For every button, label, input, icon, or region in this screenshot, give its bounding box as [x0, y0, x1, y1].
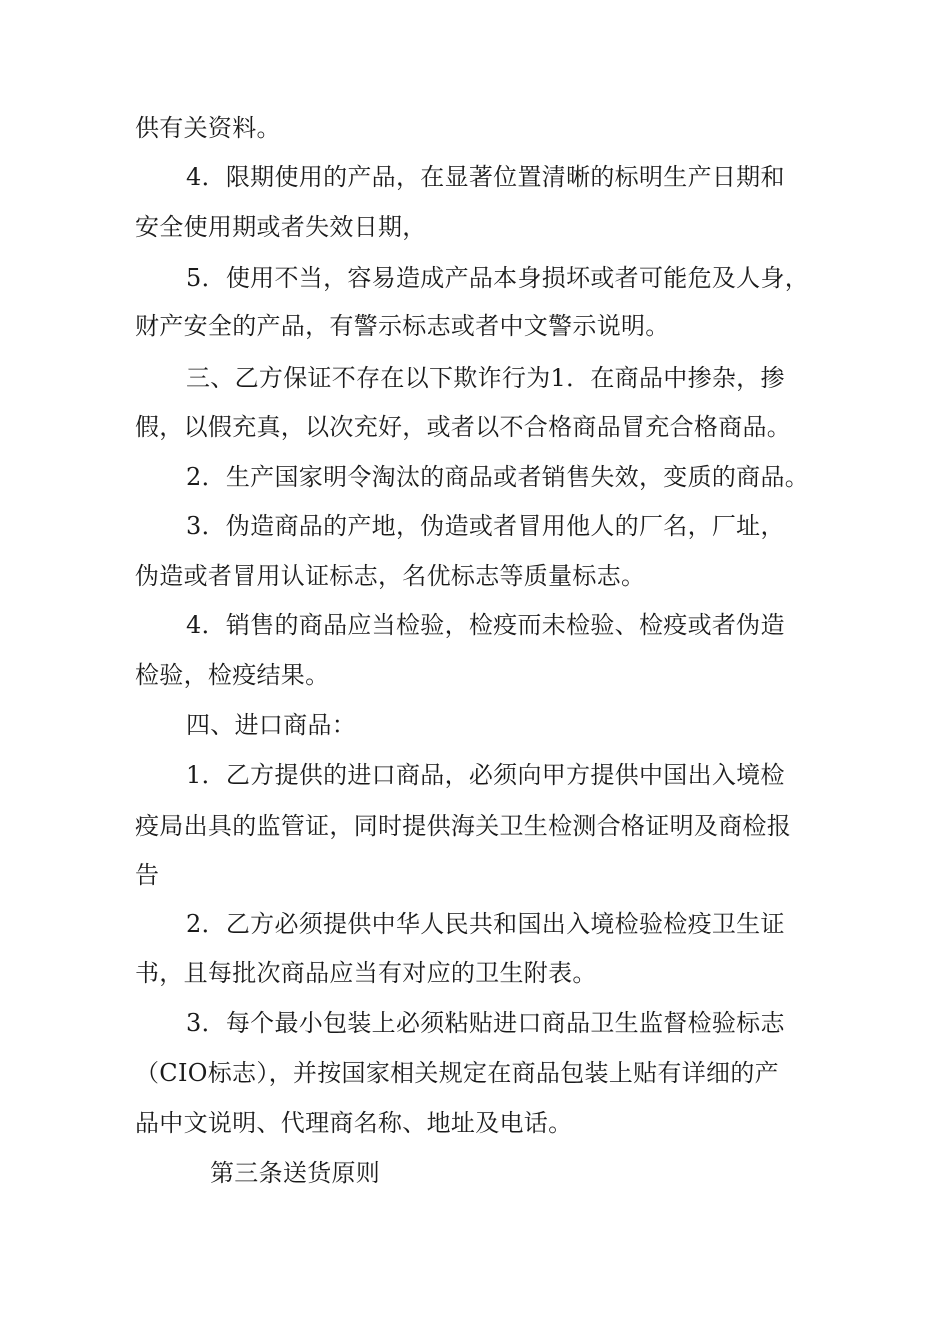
text-line: 安全使用期或者失效日期，	[135, 213, 427, 241]
article-heading: 第三条送货原则	[210, 1159, 381, 1187]
text-line: 检验，检疫结果。	[135, 661, 330, 689]
text-line: 品中文说明、代理商名称、地址及电话。	[135, 1109, 573, 1137]
section-heading: 四、进口商品：	[186, 711, 357, 739]
text-line: 三、乙方保证不存在以下欺诈行为1．在商品中掺杂，掺	[186, 364, 785, 392]
text-line: 4．限期使用的产品，在显著位置清晰的标明生产日期和	[186, 163, 785, 191]
text-line: 3．每个最小包装上必须粘贴进口商品卫生监督检验标志	[186, 1009, 785, 1037]
text-line: 供有关资料。	[135, 114, 281, 142]
text-line: 5．使用不当，容易造成产品本身损坏或者可能危及人身，	[186, 264, 810, 292]
text-line: 财产安全的产品，有警示标志或者中文警示说明。	[135, 312, 670, 340]
text-line: 2．生产国家明令淘汰的商品或者销售失效，变质的商品。	[186, 463, 810, 491]
text-line: 4．销售的商品应当检验，检疫而未检验、检疫或者伪造	[186, 611, 785, 639]
text-line: 疫局出具的监管证，同时提供海关卫生检测合格证明及商检报	[135, 812, 792, 840]
text-line: 3．伪造商品的产地，伪造或者冒用他人的厂名，厂址，	[186, 512, 785, 540]
text-line: 书，且每批次商品应当有对应的卫生附表。	[135, 959, 597, 987]
text-line: 告	[135, 861, 160, 889]
text-line: （CIO标志），并按国家相关规定在商品包装上贴有详细的产	[135, 1059, 779, 1087]
text-line: 伪造或者冒用认证标志，名优标志等质量标志。	[135, 562, 646, 590]
text-line: 假，以假充真，以次充好，或者以不合格商品冒充合格商品。	[135, 413, 792, 441]
text-line: 1．乙方提供的进口商品，必须向甲方提供中国出入境检	[186, 761, 785, 789]
text-line: 2．乙方必须提供中华人民共和国出入境检验检疫卫生证	[186, 910, 785, 938]
